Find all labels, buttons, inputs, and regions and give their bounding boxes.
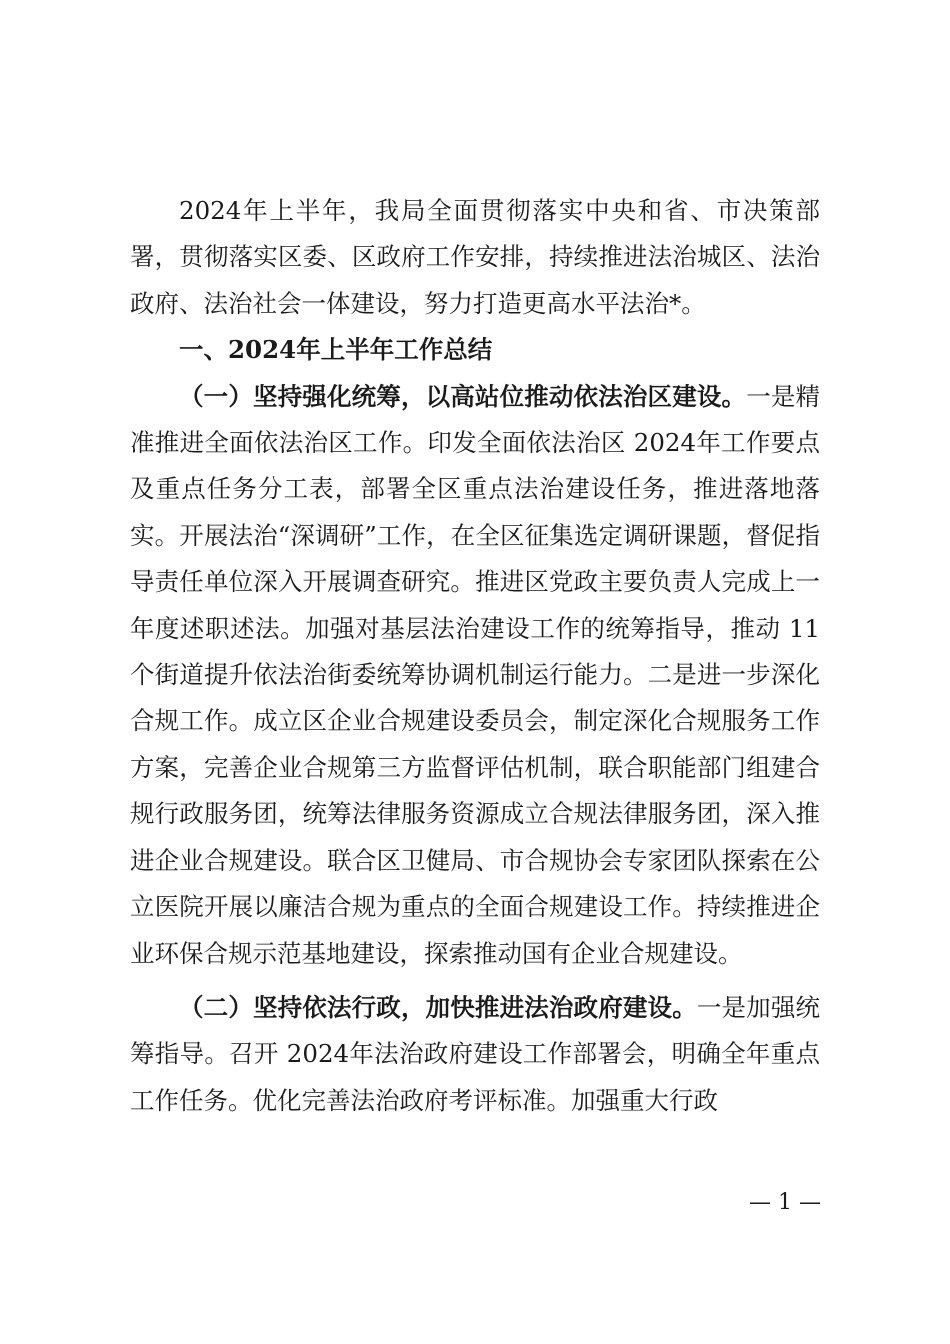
- subsection-1-heading: （一）坚持强化统筹，以高站位推动依法治区建设。: [179, 381, 747, 411]
- subsection-1-paragraph: [130, 374, 820, 977]
- subsection-1-body: 一是精准推进全面依法治区工作。印发全面依法治区 2024年工作要点及重点任务分工表，部署全区重点法治建设任务，推进落地落实。开展法治“深调研”工作，在全区征集选定调研课题，督促指导责任单位深入开展调查研究。推进区党政主要负责人完成上一年度述职述法。加强对基层法治建设工作的统筹指导，推动 11个街道提升依法治街委统筹协调机制运行能力。二是进一步深化合规工作。成立区企业合规建设委员会，制定深化合规服务工作方案，完善企业合规第三方监督评估机制，联合职能部门组建合规行政服务团，统筹法律服务资源成立合规法律服务团，深入推进企业合规建设。联合区卫健局、市合规协会专家团队探索在公立医院开展以廉洁合规为重点的全面合规建设工作。持续推进企业环保合规示范基地建设，探索推动国有企业合规建设。: [130, 381, 821, 968]
- section-heading: 一、2024年上半年工作总结: [179, 335, 493, 365]
- document-body: [130, 188, 820, 1124]
- subsection-2-body: 一是加强统筹指导。召开 2024年法治政府建设工作部署会，明确全年重点工作任务。优化完善法治政府考评标准。加强重大行政: [130, 992, 820, 1115]
- page-number: — 1 —: [749, 1190, 821, 1215]
- subsection-2-heading: （二）坚持依法行政，加快推进法治政府建设。: [179, 992, 697, 1022]
- intro-paragraph: 2024年上半年，我局全面贯彻落实中央和省、市决策部署，贯彻落实区委、区政府工作安排，持续推进法治城区、法治政府、法治社会一体建设，努力打造更高水平法治*。: [130, 196, 820, 318]
- subsection-2-paragraph: [130, 985, 820, 1124]
